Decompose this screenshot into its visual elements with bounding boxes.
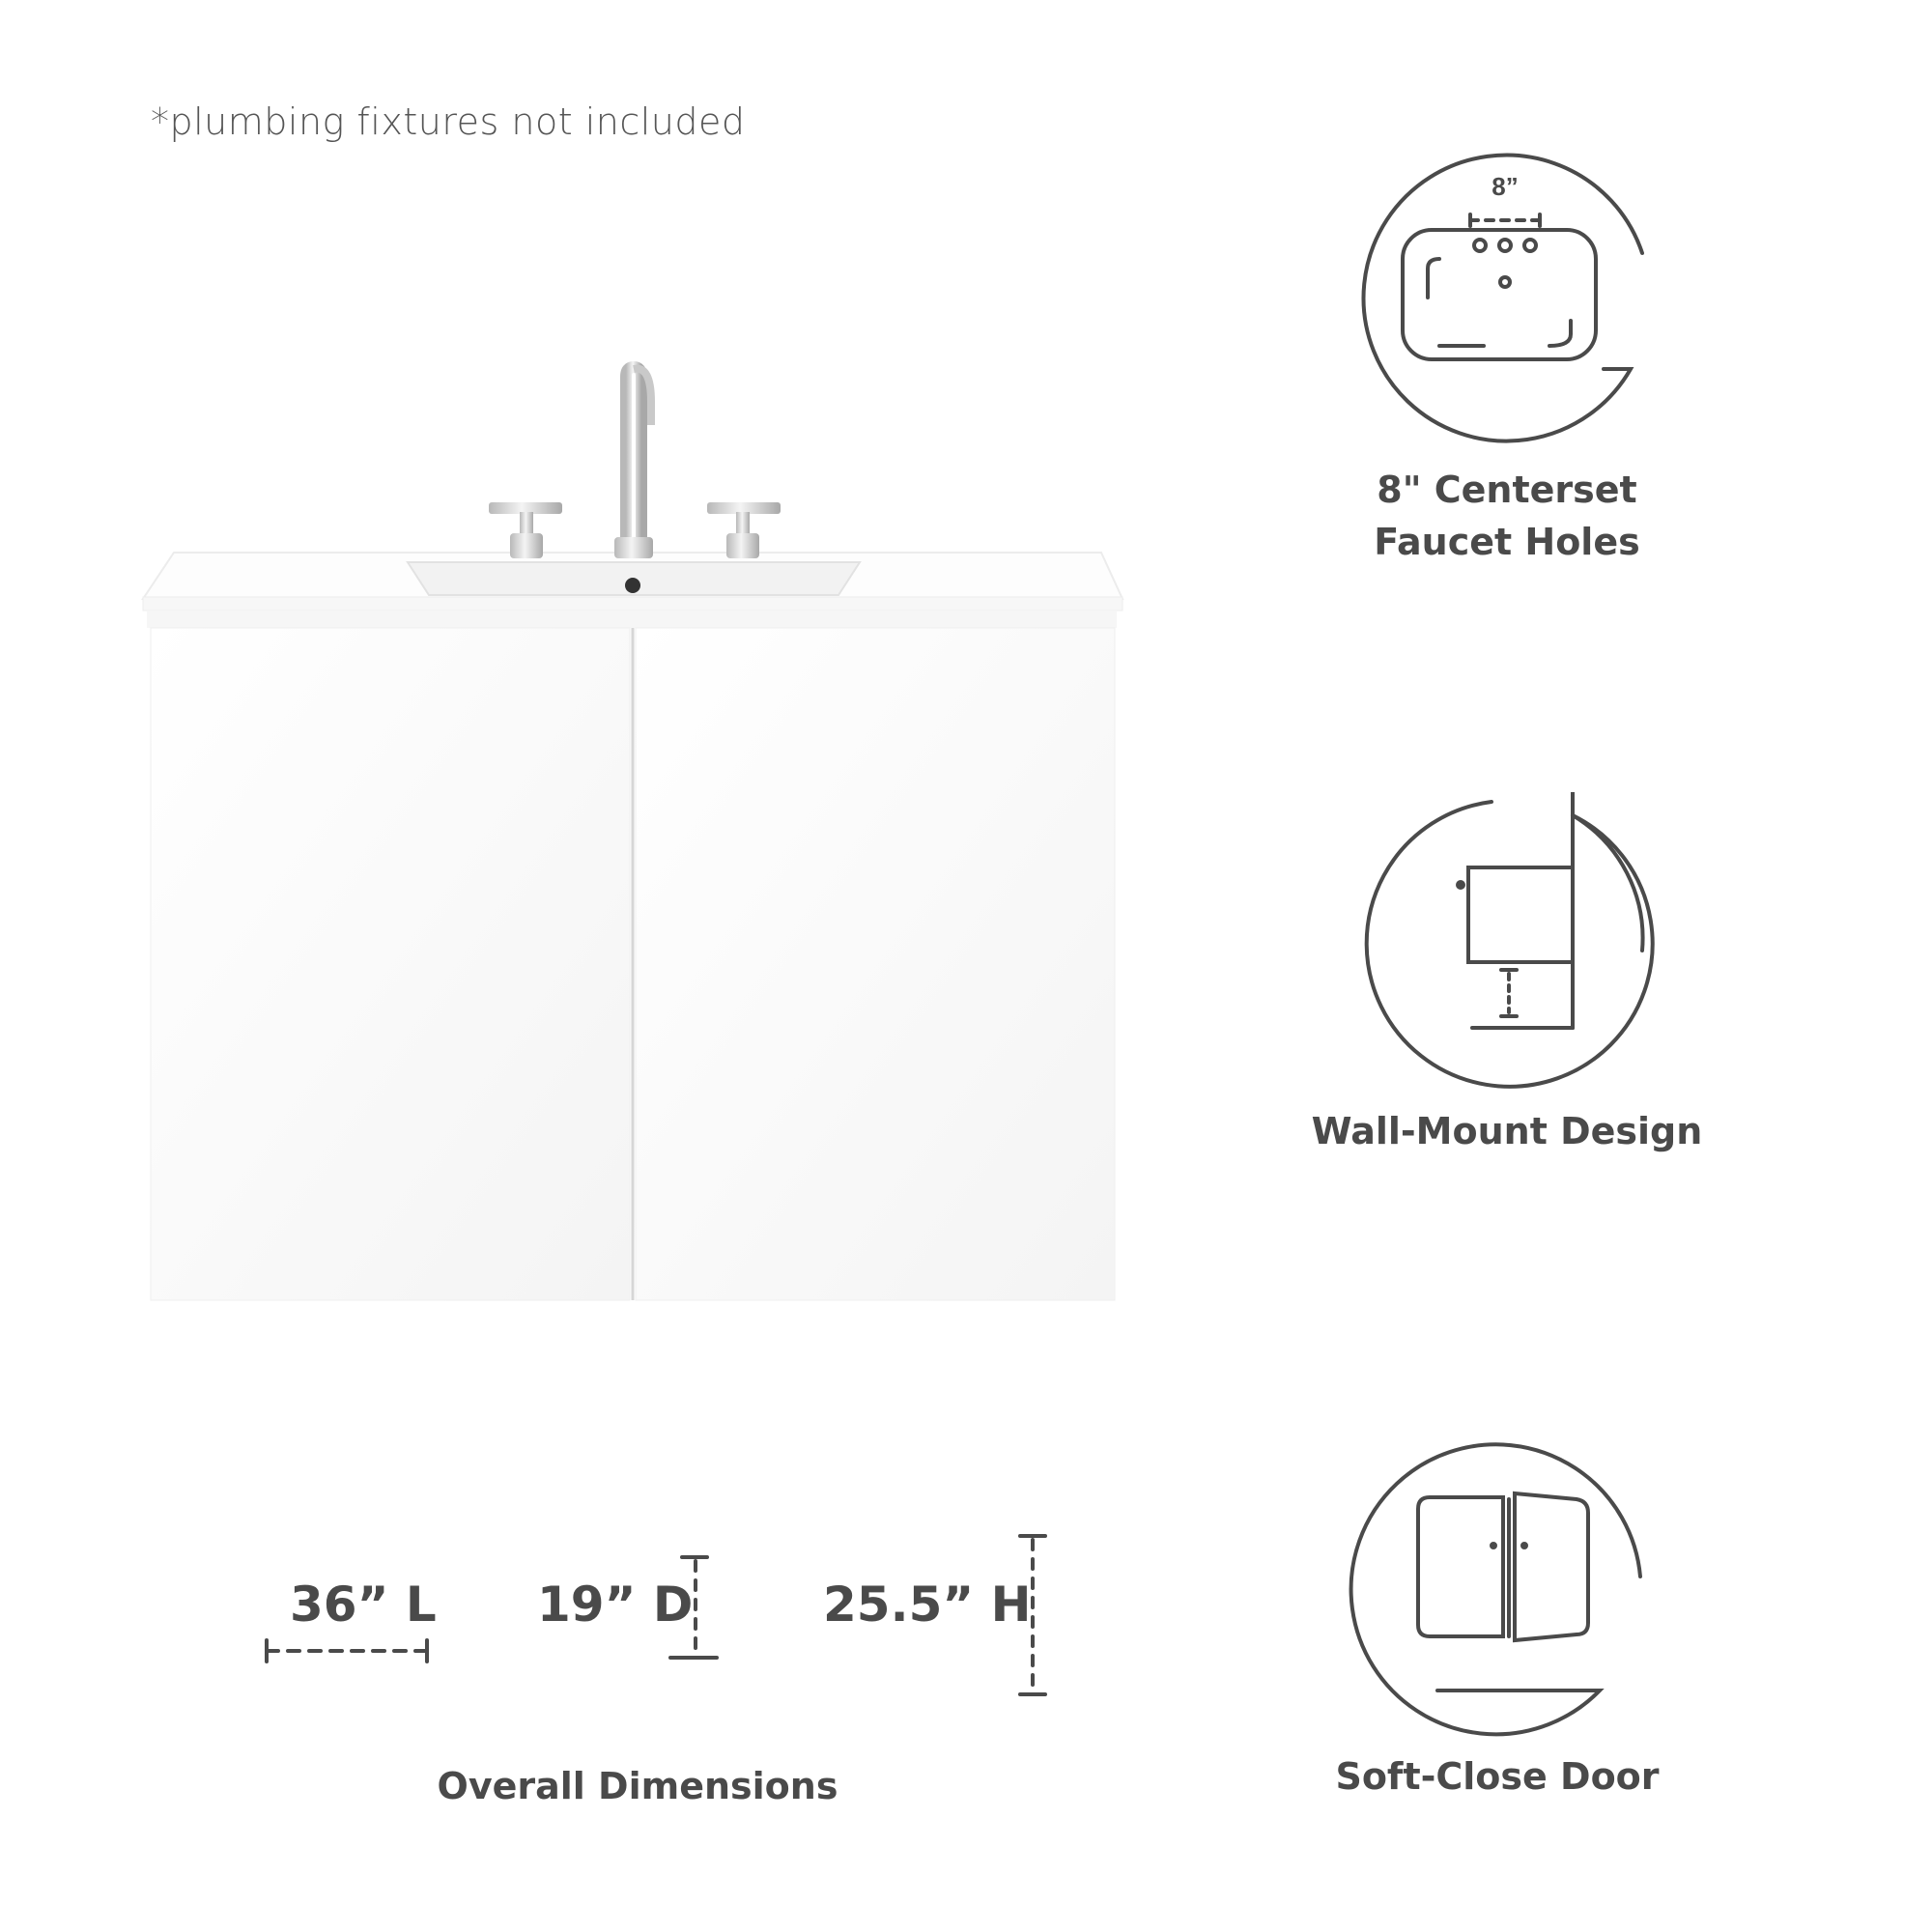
feature-caption-soft-close: Soft-Close Door: [1335, 1755, 1660, 1798]
feature-caption-line2: Faucet Holes: [1374, 521, 1640, 563]
depth-ruler-icon: [667, 1551, 724, 1667]
feature-caption-wall-mount: Wall-Mount Design: [1311, 1110, 1703, 1152]
vanity-illustration: [135, 348, 1140, 1314]
dimension-depth: 19” D: [537, 1577, 694, 1633]
dimension-length: 36” L: [290, 1577, 437, 1633]
length-ruler-icon: [263, 1636, 431, 1665]
soft-close-door-icon: [1341, 1430, 1660, 1739]
faucet-holes-icon: [1352, 145, 1662, 454]
dimension-height: 25.5” H: [823, 1577, 1032, 1633]
feature-caption-line1: 8" Centerset: [1377, 469, 1637, 511]
overall-dimensions-caption: Overall Dimensions: [437, 1765, 838, 1807]
height-ruler-icon: [1014, 1530, 1053, 1700]
faucet-spacing-label: 8”: [1492, 172, 1519, 201]
disclaimer-note: *plumbing fixtures not included: [151, 100, 746, 143]
wall-mount-icon: [1352, 792, 1662, 1101]
feature-caption-faucet-holes: [1314, 464, 1700, 568]
